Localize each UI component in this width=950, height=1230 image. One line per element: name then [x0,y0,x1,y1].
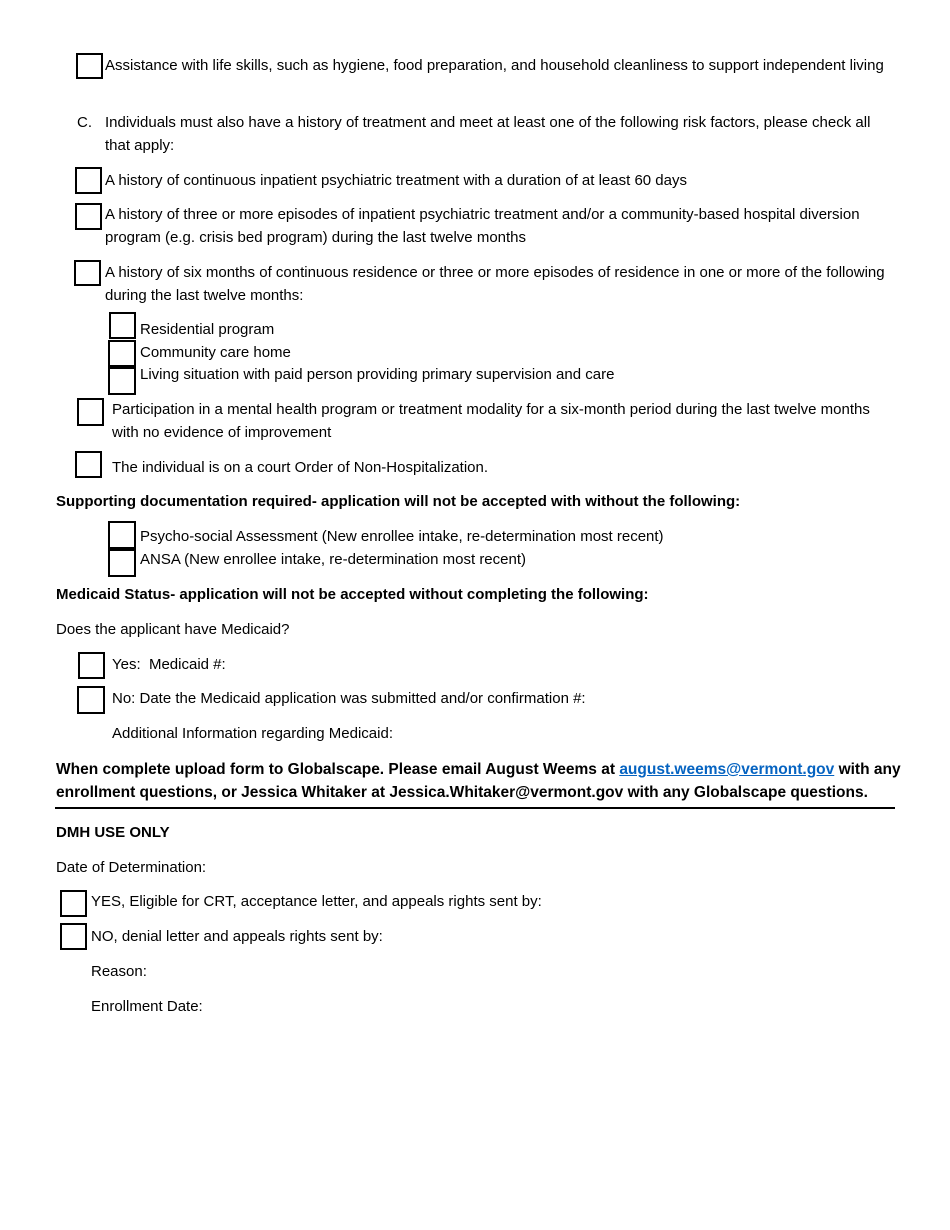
life-skills-checkbox[interactable] [76,53,103,79]
medicaid-question: Does the applicant have Medicaid? [56,621,290,638]
upload-instructions [56,759,901,804]
paid-supervision-text: Living situation with paid person providing primary supervision and care [140,366,615,383]
court-order-text: The individual is on a court Order of Non-Hospitalization. [112,459,489,476]
residential-program-text: Residential program [140,321,275,338]
community-care-home-checkbox[interactable] [108,340,136,367]
medicaid-additional-info: Additional Information regarding Medicaid: [112,725,393,742]
court-order-checkbox[interactable] [75,451,102,478]
psychosocial-assessment-text: Psycho-social Assessment (New enrollee intake, re-determination most recent) [140,528,664,545]
section-c-letter: C. [77,114,92,131]
upload-instructions-part1: When complete upload form to Globalscape. Please email August Weems at [56,761,620,778]
section-c-intro: Individuals must also have a history of treatment and meet at least one of the following risk factors, please check all that apply: [105,114,871,154]
medicaid-yes-label: Yes: Medicaid #: [112,656,226,673]
ansa-checkbox[interactable] [108,549,136,577]
upload-instructions-part2: with any enrollment questions, or Jessica Whitaker at Jessica.Whitaker@vermont.gov with any Globalscape questions. [56,761,901,801]
risk-three-episodes-checkbox[interactable] [75,203,102,230]
risk-inpatient-60-days-text: A history of continuous inpatient psychiatric treatment with a duration of at least 60 days [105,172,687,189]
dmh-no-denial-label: NO, denial letter and appeals rights sent by: [91,928,383,945]
dmh-no-denial-checkbox[interactable] [60,923,87,950]
supporting-docs-heading: Supporting documentation required- application will not be accepted with without the following: [56,493,741,510]
ansa-text: ANSA (New enrollee intake, re-determination most recent) [140,551,527,568]
participation-checkbox[interactable] [77,398,104,426]
determination-date-label: Date of Determination: [56,859,207,876]
august-weems-email-link[interactable]: august.weems@vermont.gov [619,761,835,778]
section-divider [55,807,895,809]
medicaid-no-checkbox[interactable] [77,686,105,714]
residential-program-checkbox[interactable] [109,312,136,339]
medicaid-no-label: No: Date the Medicaid application was submitted and/or confirmation #: [112,690,586,707]
life-skills-text: Assistance with life skills, such as hygiene, food preparation, and household cleanliness to support independent living [105,57,884,74]
paid-supervision-checkbox[interactable] [108,367,136,395]
medicaid-yes-checkbox[interactable] [78,652,105,679]
dmh-yes-eligible-checkbox[interactable] [60,890,87,917]
psychosocial-assessment-checkbox[interactable] [108,521,136,549]
risk-inpatient-60-days-checkbox[interactable] [75,167,102,194]
risk-three-episodes-text: A history of three or more episodes of inpatient psychiatric treatment and/or a community-based hospital diversion program (e.g. crisis bed program) during the last twelve months [105,206,860,246]
risk-residence-text: A history of six months of continuous residence or three or more episodes of residence in one or more of the following during the last twelve months: [105,264,885,304]
participation-text: Participation in a mental health program or treatment modality for a six-month period during the last twelve months with no evidence of improvement [112,401,870,441]
dmh-heading: DMH USE ONLY [56,824,170,841]
reason-label: Reason: [91,963,147,980]
enrollment-date-label: Enrollment Date: [91,998,203,1015]
dmh-yes-eligible-label: YES, Eligible for CRT, acceptance letter, and appeals rights sent by: [91,893,542,910]
medicaid-heading: Medicaid Status- application will not be accepted without completing the following: [56,586,649,603]
community-care-home-text: Community care home [140,344,291,361]
risk-residence-checkbox[interactable] [74,260,101,286]
